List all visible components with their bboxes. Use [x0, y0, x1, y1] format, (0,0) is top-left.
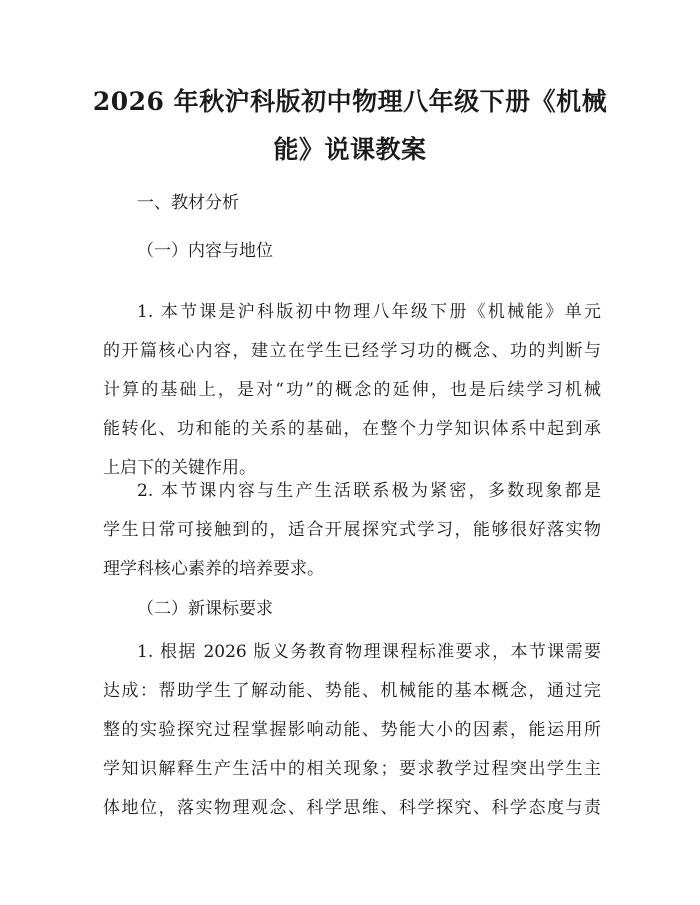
paragraph-3-line: 整的实验探究过程掌握影响动能、势能大小的因素，能运用所	[103, 720, 601, 740]
paragraph-1	[103, 293, 601, 488]
paragraph-2-line: 2. 本节课内容与生产生活联系极为紧密，多数现象都是	[137, 481, 601, 501]
paragraph-3-line: 学知识解释生产生活中的相关现象；要求教学过程突出学生主	[103, 759, 601, 779]
paragraph-1-line: 计算的基础上，是对“功”的概念的延伸，也是后续学习机械	[103, 380, 601, 400]
paragraph-2	[103, 472, 601, 589]
subsection-heading-curriculum-requirements: （二）新课标要求	[137, 599, 273, 619]
title-line-1: 2026 年秋沪科版初中物理八年级下册《机械	[92, 87, 608, 116]
paragraph-1-line: 能转化、功和能的关系的基础，在整个力学知识体系中起到承	[103, 419, 601, 439]
document-title	[90, 78, 610, 174]
paragraph-2-line: 学生日常可接触到的，适合开展探究式学习，能够很好落实物	[103, 520, 601, 540]
paragraph-3-line: 1. 根据 2026 版义务教育物理课程标准要求，本节课需要	[137, 642, 601, 662]
paragraph-2-line: 理学科核心素养的培养要求。	[103, 559, 324, 579]
paragraph-3-line: 体地位，落实物理观念、科学思维、科学探究、科学态度与责	[103, 798, 601, 818]
section-heading-textbook-analysis: 一、教材分析	[137, 193, 239, 213]
subsection-heading-content-position: （一）内容与地位	[137, 241, 273, 261]
paragraph-3-line: 达成：帮助学生了解动能、势能、机械能的基本概念，通过完	[103, 681, 601, 701]
paragraph-1-line: 的开篇核心内容，建立在学生已经学习功的概念、功的判断与	[103, 341, 601, 361]
paragraph-1-line: 1. 本节课是沪科版初中物理八年级下册《机械能》单元	[137, 302, 601, 322]
title-line-2: 能》说课教案	[273, 135, 427, 164]
paragraph-3	[103, 633, 601, 828]
paragraph-1-line: 上启下的关键作用。	[103, 458, 256, 478]
